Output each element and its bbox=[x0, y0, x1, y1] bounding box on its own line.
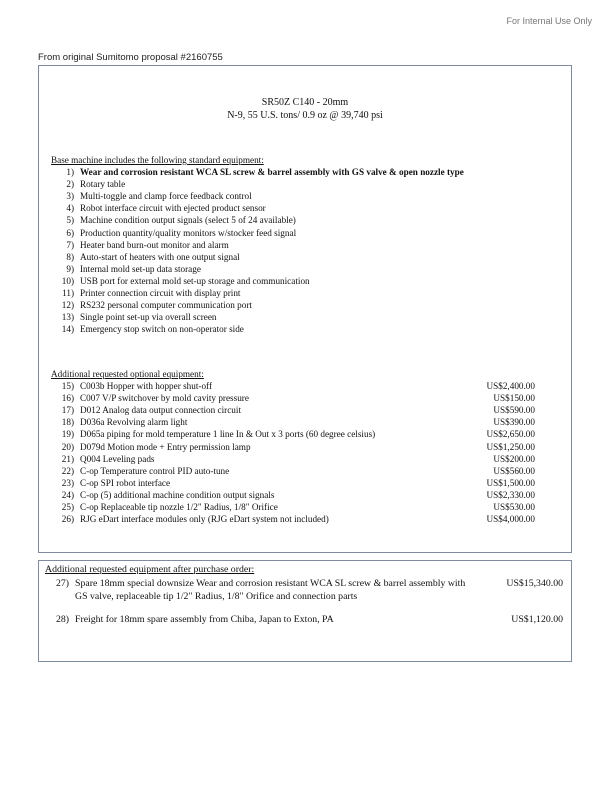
item-number: 25) bbox=[61, 502, 74, 513]
item-description: Wear and corrosion resistant WCA SL screw & barrel assembly with GS valve & open nozzle type bbox=[80, 167, 464, 178]
equipment-item bbox=[51, 380, 535, 392]
equipment-item bbox=[51, 477, 535, 489]
item-price: US$560.00 bbox=[493, 465, 535, 476]
standard-equipment-heading: Base machine includes the following standard equipment: bbox=[51, 155, 264, 165]
item-number: 12) bbox=[61, 300, 74, 311]
item-description: C007 V/P switchover by mold cavity pressure bbox=[80, 393, 249, 404]
item-number: 19) bbox=[61, 429, 74, 440]
after-purchase-box bbox=[38, 560, 572, 662]
item-description: Multi-toggle and clamp force feedback control bbox=[80, 191, 252, 202]
item-number: 20) bbox=[61, 441, 74, 452]
item-description: C-op Temperature control PID auto-tune bbox=[80, 465, 230, 476]
equipment-item bbox=[51, 275, 535, 287]
equipment-item bbox=[51, 323, 535, 335]
equipment-item bbox=[51, 453, 535, 465]
item-price: US$590.00 bbox=[493, 405, 535, 416]
item-description: Auto-start of heaters with one output signal bbox=[80, 251, 240, 262]
item-price: US$390.00 bbox=[493, 417, 535, 428]
equipment-item bbox=[51, 392, 535, 404]
item-description: C003b Hopper with hopper shut-off bbox=[80, 381, 213, 392]
equipment-item bbox=[51, 428, 535, 440]
row-gap bbox=[45, 604, 563, 613]
equipment-item bbox=[51, 251, 535, 263]
equipment-item bbox=[51, 501, 535, 513]
item-number: 24) bbox=[61, 489, 74, 500]
item-number: 2) bbox=[66, 179, 74, 190]
item-description: Printer connection circuit with display print bbox=[80, 288, 241, 299]
item-description: Production quantity/quality monitors w/stocker feed signal bbox=[80, 227, 297, 238]
item-number: 3) bbox=[66, 191, 74, 202]
item-description: Heater band burn-out monitor and alarm bbox=[80, 239, 229, 250]
item-number: 16) bbox=[61, 393, 74, 404]
equipment-item bbox=[51, 166, 535, 178]
equipment-item bbox=[51, 202, 535, 214]
item-number: 7) bbox=[66, 239, 74, 250]
machine-model-title: SR50Z C140 - 20mm bbox=[261, 97, 349, 108]
item-price: US$530.00 bbox=[493, 502, 535, 513]
item-description: C-op (5) additional machine condition output signals bbox=[80, 489, 275, 500]
item-price: US$200.00 bbox=[493, 453, 535, 464]
item-price: US$1,120.00 bbox=[511, 613, 563, 625]
item-number: 27) bbox=[55, 577, 69, 589]
machine-spec-line: N-9, 55 U.S. tons/ 0.9 oz @ 39,740 psi bbox=[227, 110, 383, 121]
optional-equipment-list bbox=[51, 380, 535, 525]
item-description: Single point set-up via overall screen bbox=[80, 312, 217, 323]
item-price: US$2,400.00 bbox=[486, 381, 535, 392]
item-description: D012 Analog data output connection circuit bbox=[80, 405, 241, 416]
optional-equipment-heading: Additional requested optional equipment: bbox=[51, 369, 204, 379]
item-description: USB port for external mold set-up storage and communication bbox=[80, 275, 310, 286]
item-number: 9) bbox=[66, 263, 74, 274]
equipment-item bbox=[51, 263, 535, 275]
equipment-item bbox=[51, 190, 535, 202]
equipment-item bbox=[51, 227, 535, 239]
quote-document-box bbox=[38, 65, 572, 553]
item-description: D065a piping for mold temperature 1 line In & Out x 3 ports (60 degree celsius) bbox=[80, 429, 376, 440]
machine-title-block bbox=[39, 96, 571, 122]
item-description: D079d Motion mode + Entry permission lamp bbox=[80, 441, 251, 452]
equipment-item bbox=[51, 178, 535, 190]
item-number: 8) bbox=[66, 251, 74, 262]
item-number: 13) bbox=[61, 312, 74, 323]
item-description: Robot interface circuit with ejected product sensor bbox=[80, 203, 266, 214]
equipment-item bbox=[51, 287, 535, 299]
item-number: 15) bbox=[61, 381, 74, 392]
item-number: 17) bbox=[61, 405, 74, 416]
equipment-item bbox=[51, 299, 535, 311]
source-note: From original Sumitomo proposal #2160755 bbox=[38, 52, 223, 63]
item-description: RJG eDart interface modules only (RJG eDart system not included) bbox=[80, 514, 329, 525]
item-price: US$2,330.00 bbox=[486, 489, 535, 500]
standard-equipment-section bbox=[51, 154, 535, 335]
item-description: RS232 personal computer communication port bbox=[80, 300, 252, 311]
item-description: Emergency stop switch on non-operator side bbox=[80, 324, 244, 335]
item-price: US$150.00 bbox=[493, 393, 535, 404]
item-price: US$1,500.00 bbox=[486, 477, 535, 488]
after-purchase-section bbox=[45, 563, 563, 626]
item-number: 5) bbox=[66, 215, 74, 226]
equipment-item bbox=[51, 416, 535, 428]
item-number: 10) bbox=[61, 275, 74, 286]
item-description: Machine condition output signals (select 5 of 24 available) bbox=[80, 215, 296, 226]
equipment-item bbox=[51, 404, 535, 416]
equipment-item bbox=[51, 441, 535, 453]
item-description: Q004 Leveling pads bbox=[80, 453, 155, 464]
equipment-item bbox=[45, 577, 563, 604]
item-number: 26) bbox=[61, 514, 74, 525]
equipment-item bbox=[51, 513, 535, 525]
item-price: US$15,340.00 bbox=[506, 577, 563, 589]
item-price: US$1,250.00 bbox=[486, 441, 535, 452]
item-price: US$2,650.00 bbox=[486, 429, 535, 440]
item-description: Internal mold set-up data storage bbox=[80, 263, 201, 274]
item-number: 22) bbox=[61, 465, 74, 476]
equipment-item bbox=[45, 613, 563, 627]
item-number: 1) bbox=[66, 167, 74, 178]
equipment-item bbox=[51, 489, 535, 501]
equipment-item bbox=[51, 239, 535, 251]
item-description: D036a Revolving alarm light bbox=[80, 417, 188, 428]
item-description: Rotary table bbox=[80, 179, 126, 190]
item-description: Spare 18mm special downsize Wear and corrosion resistant WCA SL screw & barrel assembly with GS valve, replaceable tip 1/2" Radius, 1/8" Orifice and connection parts bbox=[75, 577, 466, 602]
item-number: 18) bbox=[61, 417, 74, 428]
equipment-item bbox=[51, 214, 535, 226]
equipment-item bbox=[51, 465, 535, 477]
item-number: 4) bbox=[66, 203, 74, 214]
item-price: US$4,000.00 bbox=[486, 514, 535, 525]
after-purchase-heading: Additional requested equipment after purchase order: bbox=[45, 564, 255, 575]
optional-equipment-section bbox=[51, 368, 535, 525]
item-description: C-op Replaceable tip nozzle 1/2" Radius, 1/8" Orifice bbox=[80, 502, 278, 513]
equipment-item bbox=[51, 311, 535, 323]
after-purchase-list bbox=[45, 577, 563, 627]
item-number: 23) bbox=[61, 477, 74, 488]
item-description: Freight for 18mm spare assembly from Chiba, Japan to Exton, PA bbox=[75, 613, 334, 625]
internal-use-note: For Internal Use Only bbox=[506, 16, 592, 26]
item-number: 14) bbox=[61, 324, 74, 335]
item-number: 28) bbox=[55, 613, 69, 625]
item-number: 11) bbox=[62, 288, 74, 299]
item-number: 6) bbox=[66, 227, 74, 238]
standard-equipment-list bbox=[51, 166, 535, 335]
item-description: C-op SPI robot interface bbox=[80, 477, 171, 488]
item-number: 21) bbox=[61, 453, 74, 464]
